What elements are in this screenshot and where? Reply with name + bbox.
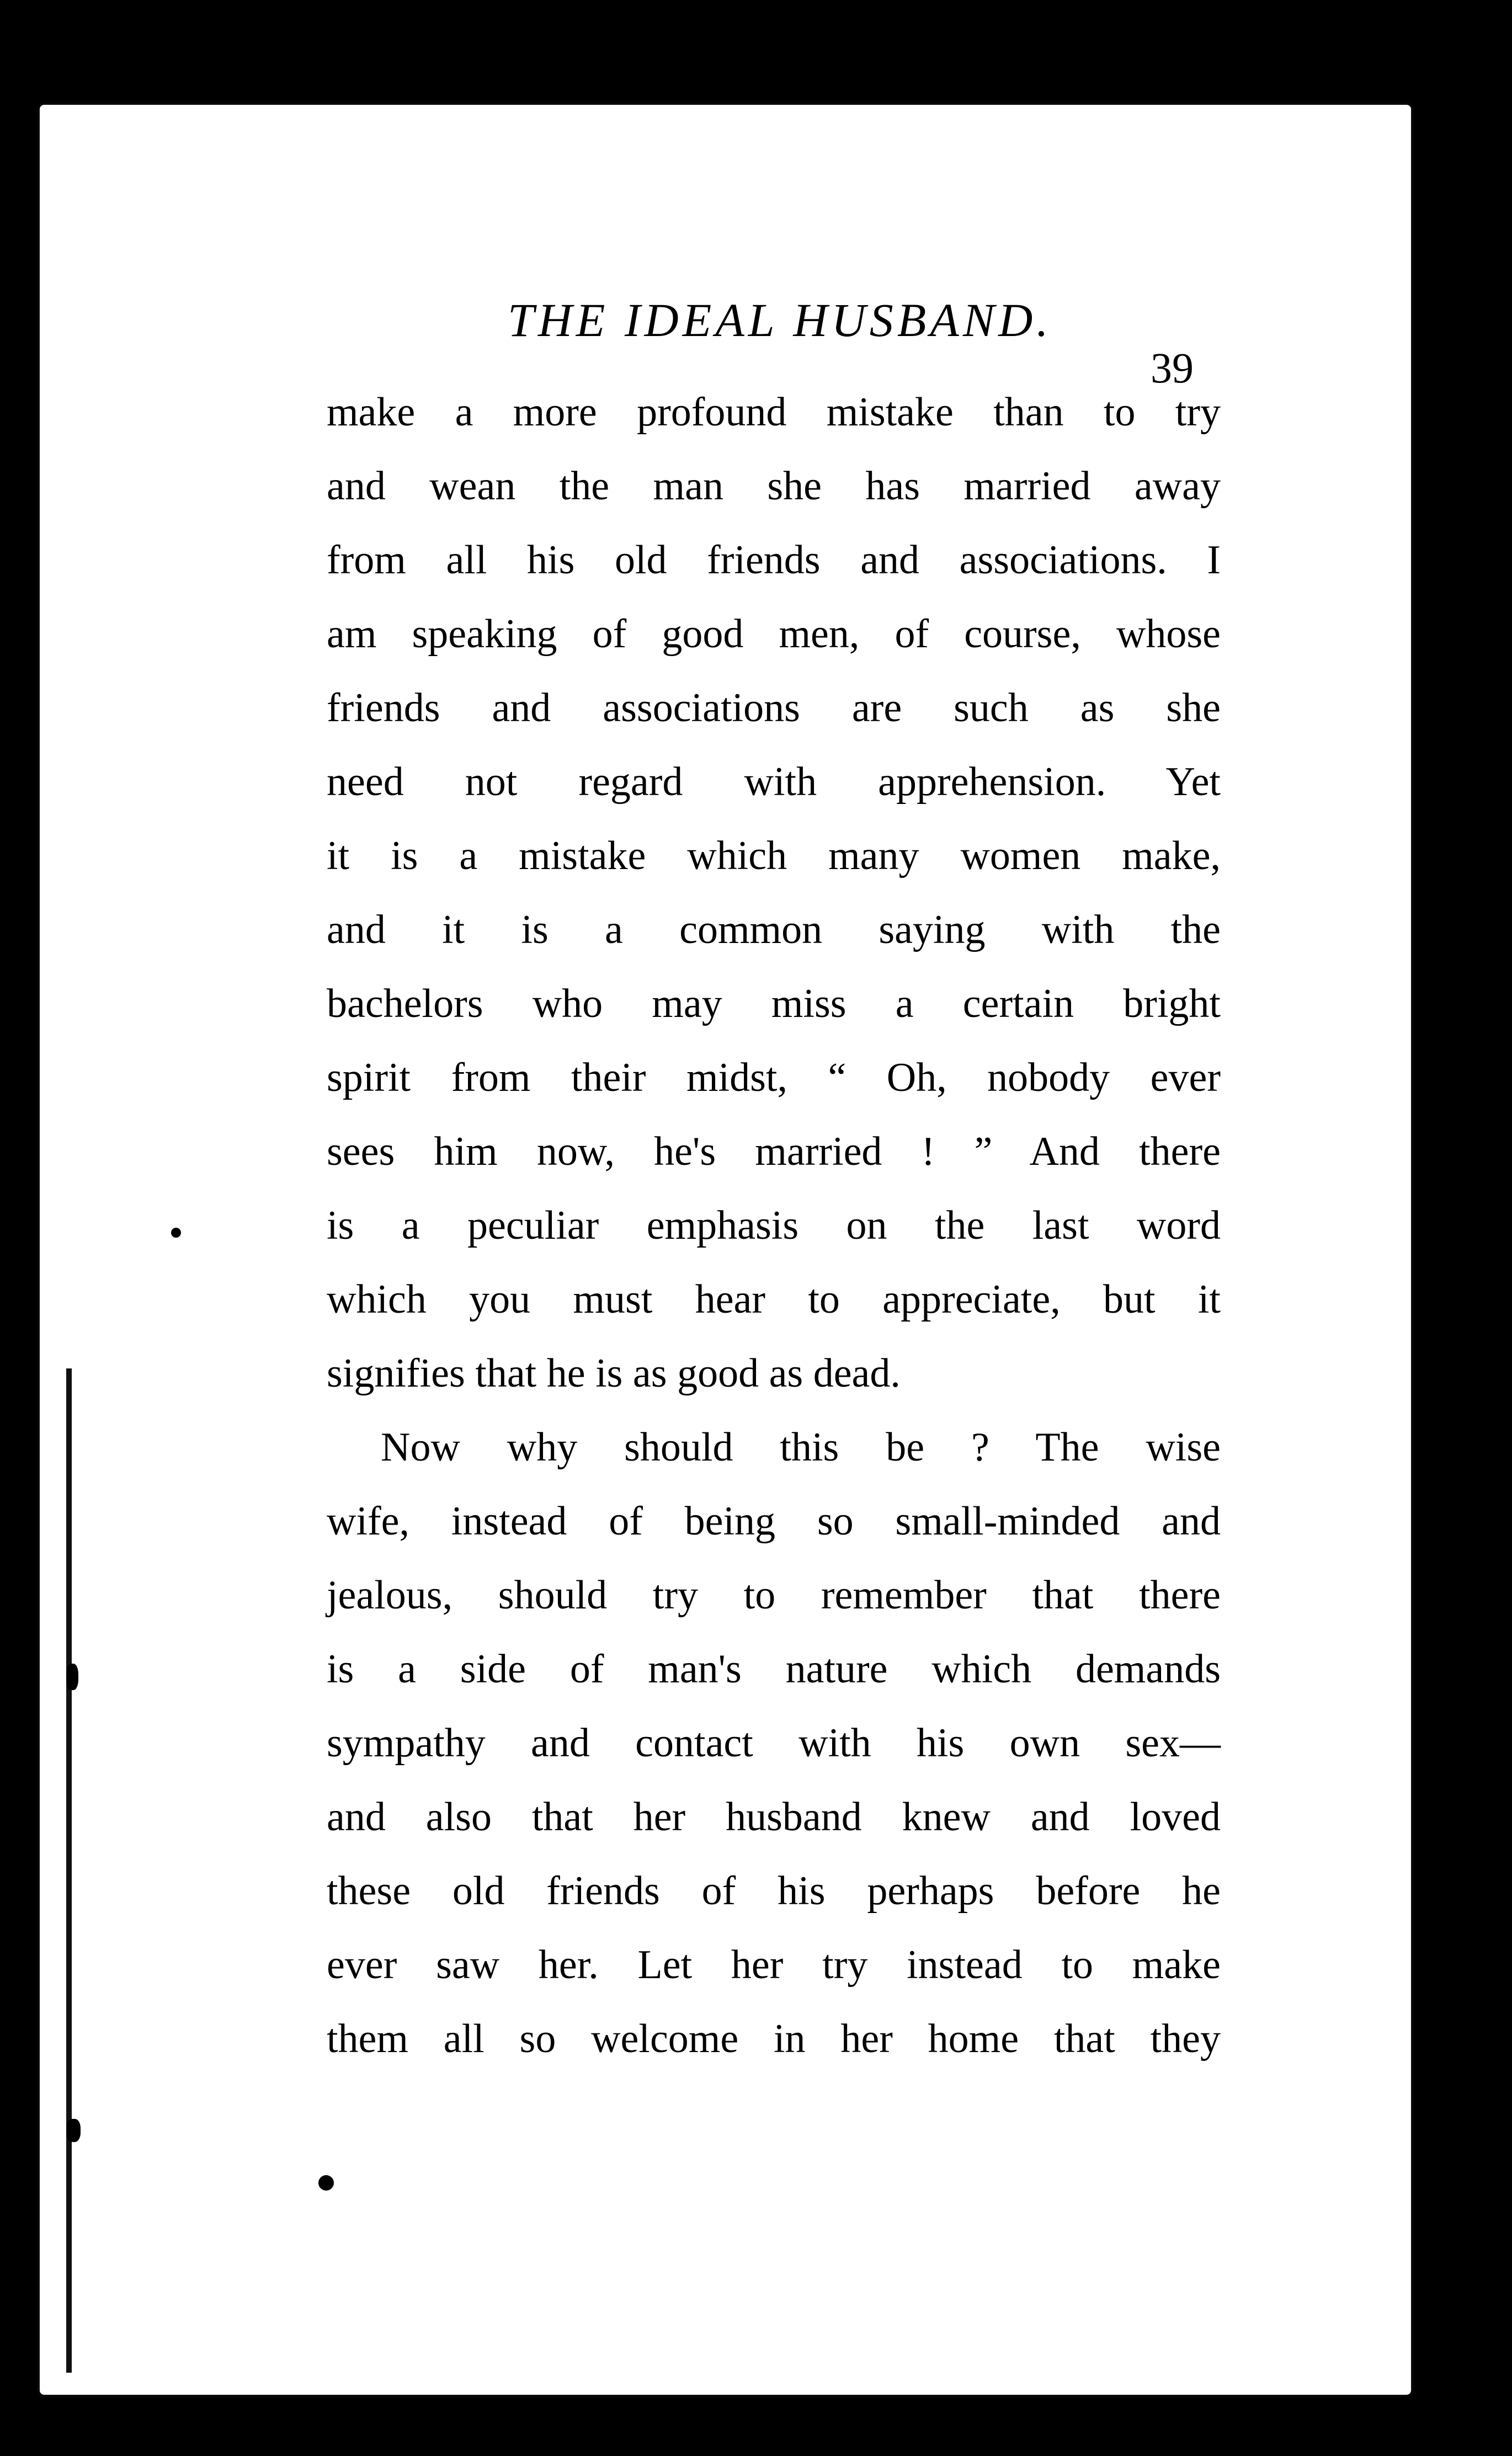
ink-speck	[318, 2175, 334, 2191]
text-line-7: it is a mistake which many women make,	[327, 833, 1221, 878]
text-line-21: these old friends of his perhaps before he	[327, 1868, 1221, 1914]
running-head: THE IDEAL HUSBAND.	[508, 294, 1052, 347]
ink-speck	[171, 1228, 181, 1238]
text-line-15: Now why should this be ? The wise	[381, 1425, 1221, 1470]
text-line-1: make a more profound mistake than to try	[327, 390, 1221, 435]
text-line-16: wife, instead of being so small-minded and	[327, 1499, 1221, 1544]
text-line-2: and wean the man she has married away	[327, 464, 1221, 509]
text-line-8: and it is a common saying with the	[327, 907, 1221, 952]
ink-speck	[66, 2119, 81, 2142]
text-line-4: am speaking of good men, of course, whose	[327, 611, 1221, 657]
text-line-20: and also that her husband knew and loved	[327, 1794, 1221, 1840]
page-number: 39	[1151, 344, 1194, 392]
text-line-12: is a peculiar emphasis on the last word	[327, 1203, 1221, 1248]
left-edge-shadow	[66, 1368, 72, 2373]
text-line-9: bachelors who may miss a certain bright	[327, 981, 1221, 1026]
text-line-5: friends and associations are such as she	[327, 685, 1221, 731]
text-line-22: ever saw her. Let her try instead to make	[327, 1942, 1221, 1988]
text-line-23: them all so welcome in her home that they	[327, 2016, 1221, 2061]
text-line-17: jealous, should try to remember that there	[327, 1573, 1221, 1618]
body-text	[327, 375, 1221, 2076]
text-line-10: spirit from their midst, “ Oh, nobody ever	[327, 1055, 1221, 1100]
text-line-18: is a side of man's nature which demands	[327, 1647, 1221, 1692]
ink-speck	[66, 1664, 78, 1690]
text-line-3: from all his old friends and associations. I	[327, 537, 1221, 583]
text-line-11: sees him now, he's married ! ” And there	[327, 1129, 1221, 1174]
text-line-19: sympathy and contact with his own sex—	[327, 1720, 1221, 1766]
text-line-6: need not regard with apprehension. Yet	[327, 759, 1221, 805]
text-line-14: signifies that he is as good as dead.	[327, 1351, 901, 1396]
text-line-13: which you must hear to appreciate, but it	[327, 1277, 1221, 1322]
